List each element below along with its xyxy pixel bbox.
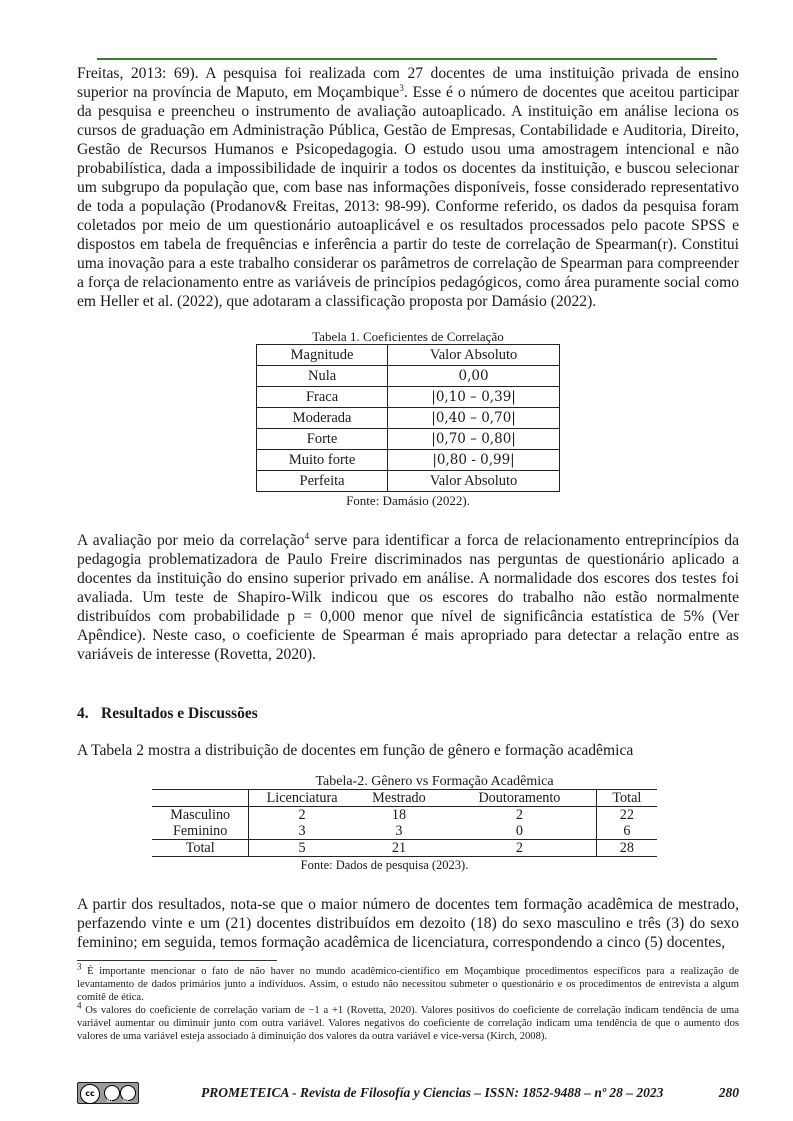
table-cell: Masculino (152, 807, 249, 824)
table-1-source: Fonte: Damásio (2022). (346, 493, 470, 508)
table-cell: 28 (619, 840, 634, 856)
table-row (257, 366, 560, 387)
journal-title: PROMETEICA - Revista de Filosofía y Ciencias – ISSN: 1852-9488 – nº 28 – 2023 (201, 1085, 664, 1100)
table-header-cell: Magnitude (257, 345, 388, 366)
footnote-number: 3 (77, 961, 82, 972)
table-header-cell (152, 790, 249, 807)
footnote-text: É importante mencionar o fato de não haver no mundo acadêmico-científico em Moçambique procedimentos específicos para a realização de levantamento de dados primários junto a indivíduos. Assim, o estudo não necessitou submeter o questionário e os procedimentos de entrevista a algum comitê de ética. (77, 966, 739, 1003)
main-content (77, 64, 739, 952)
table-row (152, 790, 657, 807)
paragraph-text-cont: serve para identificar a forca de relacionamento entreprincípios da pedagogia problematizadora de Paulo Freire discriminados nas perguntas de questionário aplicado a docentes da instituição do ensino superior privado em análise. A normalidade dos escores dos testes foi avaliada. Um teste de Shapiro-Wilk indicou que os escores do trabalho não estão normalmente distribuídos com probabilidade p = 0,000 menor que nível de significância estatística de 5% (Ver Apêndice). Neste caso, o coeficiente de Spearman é mais apropriado para detectar a relação entre as variáveis de interesse (Rovetta, 2020). (77, 532, 739, 663)
table-cell: Muito forte (257, 450, 388, 471)
header-rule (97, 58, 717, 60)
table-2-caption: Tabela-2. Gênero vs Formação Acadêmica (315, 774, 554, 789)
footnotes (77, 960, 739, 1043)
paragraph-text: A avaliação por meio da correlação (77, 532, 305, 549)
license-nc-label: NC (123, 1098, 131, 1104)
table-row (257, 471, 560, 492)
page-number: 280 (718, 1085, 739, 1100)
table-cell: 3 (298, 823, 306, 839)
table-row (257, 387, 560, 408)
table-cell: |0,70 – 0,80| (388, 429, 560, 450)
table-cell: |0,10 – 0,39| (388, 387, 560, 408)
footnote-3 (77, 961, 739, 1004)
page-footer (77, 1080, 739, 1106)
license-by-label: BY (107, 1098, 114, 1104)
table-cell: 5 (298, 840, 306, 856)
table-cell: 2 (443, 840, 596, 857)
table-row (257, 450, 560, 471)
table-1-caption: Tabela 1. Coeficientes de Correlação (312, 329, 504, 344)
table-header-cell: Licenciatura (266, 790, 338, 806)
table-header-cell: Total (612, 790, 642, 806)
table-cell: 22 (619, 807, 634, 823)
table-row (152, 840, 657, 857)
table-1-block (256, 329, 560, 509)
table-row (152, 823, 657, 840)
table-cell: Fraca (257, 387, 388, 408)
paragraph-text: Freitas, 2013: 69). A pesquisa foi realizada com 27 docentes de uma instituição privada de ensino superior na província de Maputo, em Moçambique (77, 65, 739, 101)
table-row (257, 429, 560, 450)
table-cell: Nula (257, 366, 388, 387)
table-cell: Feminino (152, 823, 249, 840)
table-header-cell: Valor Absoluto (388, 345, 560, 366)
section-title: Resultados e Discussões (101, 705, 258, 722)
table-cell: 18 (391, 807, 407, 823)
footnote-4 (77, 1000, 739, 1043)
footnote-ref-3[interactable]: 3 (399, 82, 404, 93)
table-cell: 6 (623, 823, 631, 839)
table-2-source: Fonte: Dados de pesquisa (2023). (300, 858, 469, 872)
cc-license-icon[interactable] (77, 1082, 139, 1104)
table-header-cell: Mestrado (372, 790, 426, 806)
cc-logo-icon: cc (80, 1084, 100, 1104)
table-cell: 2 (298, 807, 306, 823)
paragraph-results: A partir dos resultados, nota-se que o maior número de docentes tem formação acadêmica de mestrado, perfazendo vinte e um (21) docentes distribuídos em dezoito (18) do sexo masculino e três (3) do sexo feminino; em seguida, temos formação acadêmica de licenciatura, correspondendo a cinco (5) docentes, (77, 896, 739, 951)
table-cell: 21 (391, 840, 407, 856)
paragraph-methods (77, 64, 739, 311)
table-cell: 2 (443, 807, 596, 824)
table-cell: Perfeita (257, 471, 388, 492)
table-row (152, 807, 657, 824)
table-row (257, 408, 560, 429)
footnote-rule (77, 960, 277, 961)
table-cell: 3 (395, 823, 403, 839)
table-1 (256, 344, 560, 492)
section-number: 4. (77, 705, 89, 722)
table-cell: Total (152, 840, 249, 857)
table-cell: 0,00 (388, 366, 560, 387)
table-cell: |0,40 – 0,70| (388, 408, 560, 429)
section-heading (77, 704, 739, 723)
table-2-block (152, 774, 657, 873)
table-header-cell: Doutoramento (443, 790, 596, 807)
table-row (257, 345, 560, 366)
paragraph-correlation (77, 531, 739, 664)
footnote-ref-4[interactable]: 4 (304, 530, 310, 541)
paragraph-table2-intro: A Tabela 2 mostra a distribuição de docentes em função de gênero e formação acadêmica (77, 742, 634, 759)
table-cell: Valor Absoluto (388, 471, 560, 492)
footnote-text: Os valores do coeficiente de correlação variam de −1 a +1 (Rovetta, 2020). Valores positivos do coeficiente de correlação indicam tendência de uma variável aumentar ou diminuir junto com outra variável. Valores negativos do coeficiente de correlação indicam uma tendência de que o aumento dos valores de uma variável esteja associado à diminuição dos valores da outra variável e vice-versa (Kirch, 2008). (77, 1005, 739, 1042)
table-2 (152, 789, 657, 857)
table-cell: 0 (443, 823, 596, 840)
table-cell: |0,80 - 0,99| (388, 450, 560, 471)
table-cell: Moderada (257, 408, 388, 429)
table-cell: Forte (257, 429, 388, 450)
paragraph-text-cont: . Esse é o número de docentes que aceitou participar da pesquisa e preencheu o instrumento de avaliação autoaplicado. A instituição em análise leciona os cursos de graduação em Administração Pública, Gestão de Empresas, Contabilidade e Auditoria, Direito, Gestão de Recursos Humanos e Psicopedagogia. O estudo usou uma amostragem intencional e não probabilística, dada a impossibilidade de inquirir a todos os docentes da instituição, e buscou selecionar um subgrupo da população que, com base nas informações disponíveis, fosse considerado representativo de toda a população (Prodanov& Freitas, 2013: 98-99). Conforme referido, os dados da pesquisa foram coletados por meio de um questionário autoaplicável e os resultados processados pelo pacote SPSS e dispostos em tabela de frequências e inferência a partir do teste de correlação de Spearman(r). Constitui uma inovação para a este trabalho considerar os parâmetros de correlação de Spearman para compreender a força de relacionamento entre as variáveis de princípios pedagógicos, como área puramente social como em Heller et al. (2022), que adotaram a classificação proposta por Damásio (2022). (77, 84, 739, 310)
footnote-number: 4 (77, 1000, 82, 1011)
